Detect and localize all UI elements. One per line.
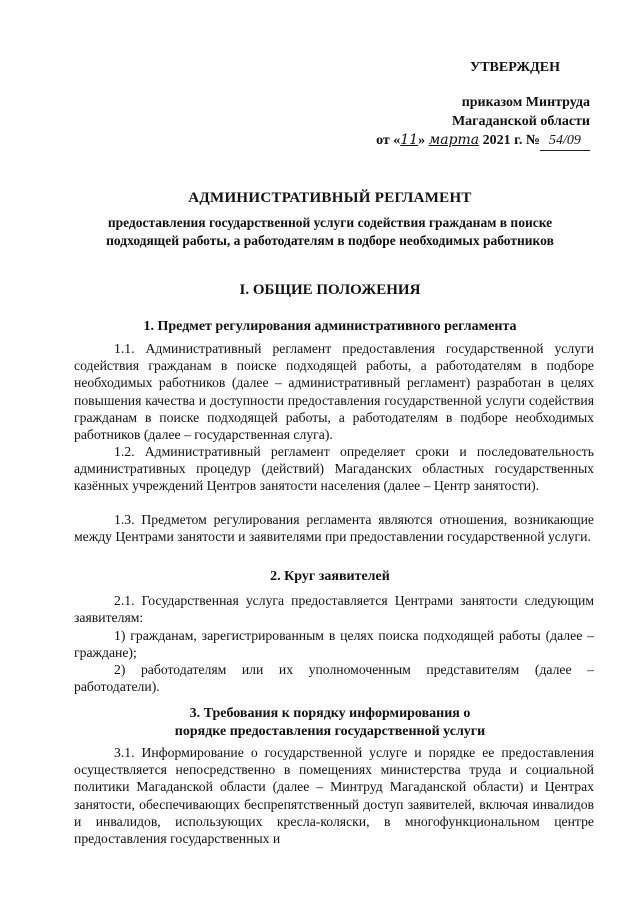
paragraph-3-1: 3.1. Информирование о государственной услуге и порядке ее предоставления осуществляется непосредственно в помещениях министерства труда и социальной политики Магаданской области (далее – Минтруд Магаданской области) и Центрах занятости, обеспечивающих беспрепятственный доступ заявителей, включая инвалидов и инвалидов, использующих кресла-коляски, в многофункциональном центре предоставления государственных и xyxy=(74,745,594,847)
subsection-3-title-line-2: порядке предоставления государственной услуги xyxy=(174,724,486,739)
approval-block xyxy=(330,58,590,151)
date-suffix: 2021 г. № xyxy=(479,133,540,148)
date-month: марта xyxy=(428,132,480,148)
date-day: 11 xyxy=(400,132,419,148)
subsection-3-title-line-1: 3. Требования к порядку информирования о xyxy=(189,706,471,721)
document-title: АДМИНИСТРАТИВНЫЙ РЕГЛАМЕНТ xyxy=(188,190,472,206)
document-subtitle: предоставления государственной услуги содействия гражданам в поиске подходящей работы, а работодателям в подборе необходимых работников xyxy=(106,215,554,248)
order-number: 54/09 xyxy=(540,131,590,151)
date-mid: » xyxy=(418,133,429,148)
section-1-title: I. ОБЩИЕ ПОЛОЖЕНИЯ xyxy=(239,282,421,298)
paragraph-2-1-item-2: 2) работодателям или их уполномоченным представителям (далее – работодатели). xyxy=(74,662,594,695)
approval-line-order: приказом Минтруда xyxy=(461,95,590,110)
paragraph-1-1: 1.1. Административный регламент предоставления государственной услуги содействия гражданам в поиске подходящей работы, а работодателям в подборе необходимых работников (далее – административный регламент) разработан в целях повышения качества и доступности предоставления государственной услуги содействия гражданам в поиске подходящей работы, а работодателям в подборе необходимых работников (далее – государственная слуга). xyxy=(74,341,594,443)
subsection-1-title: 1. Предмет регулирования административного регламента xyxy=(143,319,517,334)
paragraph-2-1-item-1: 1) гражданам, зарегистрированным в целях поиска подходящей работы (далее – граждане); xyxy=(74,628,594,661)
subsection-2-title: 2. Круг заявителей xyxy=(270,569,390,584)
approval-date-line xyxy=(330,131,590,151)
paragraph-1-2: 1.2. Административный регламент определяет сроки и последовательность административных процедур (действий) Магаданских областных государственных казённых учреждений Центров занятости населения (далее – Центр занятости). xyxy=(74,444,594,494)
approval-line-region: Магаданской области xyxy=(451,114,590,129)
paragraph-1-3: 1.3. Предметом регулирования регламента являются отношения, возникающие между Центрами занятости и заявителями при предоставлении государственной услуги. xyxy=(74,512,594,545)
subsection-3-title xyxy=(60,705,600,741)
paragraph-2-1: 2.1. Государственная услуга предоставляется Центрами занятости следующим заявителям: xyxy=(74,593,594,626)
approval-heading: УТВЕРЖДЕН xyxy=(469,60,560,75)
date-prefix: от « xyxy=(376,133,401,148)
